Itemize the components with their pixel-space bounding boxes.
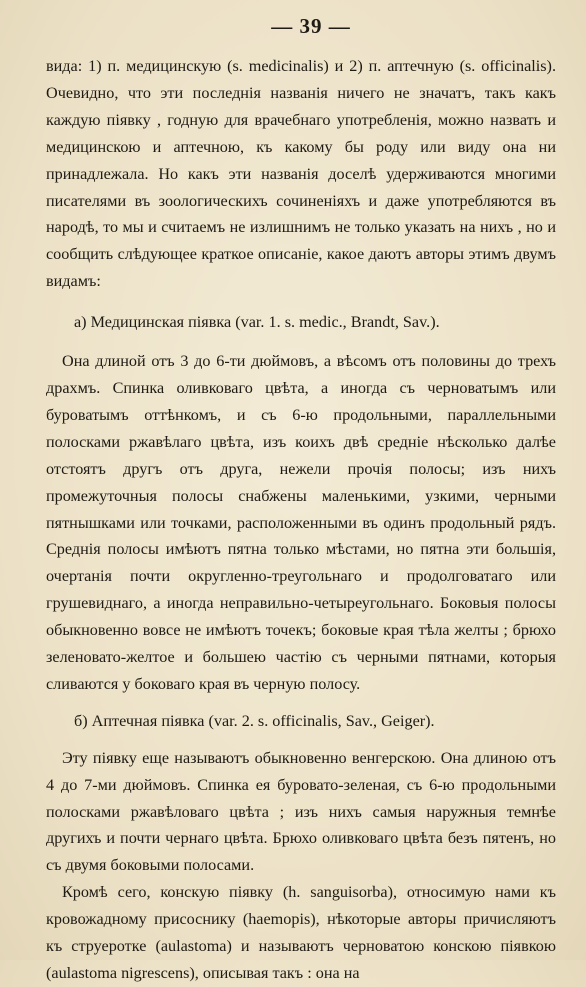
section-b-paragraph: Эту піявку еще называютъ обыкновенно венгерскою. Она длиною отъ 4 до 7-ми дюймовъ. Спинка ея буровато-зеленая, съ 6-ю продольными полосками ржавѣловаго цвѣта ; изъ нихъ самыя наружныя темнѣе другихъ и почти чернаго цвѣта. Брюхо оливковаго цвѣта безъ пятенъ, но съ двумя боковыми полосами. <box>46 748 556 875</box>
page-number: — 39 — <box>271 14 351 38</box>
section-a-paragraph: Она длиной отъ 3 до 6-ти дюймовъ, а вѣсомъ отъ половины до трехъ драхмъ. Спинка оливковаго цвѣта, а иногда съ черноватымъ или буроватымъ оттѣнкомъ, и съ 6-ю продольными, параллельными полосками ржавѣлаго цвѣта, изъ коихъ двѣ средніе нѣсколько далѣе отстоятъ другъ отъ друга, нежели прочія полосы; изъ нихъ промежуточныя полосы снабжены маленькими, узкими, черными пятнышками или точками, расположенными въ одинъ продольный рядъ. Среднія полосы имѣютъ пятна только мѣстами, но пятна эти большія, очертанія почти округленно-треугольнаго и продолговатаго или грушевиднаго, а иногда неправильно-четыреугольнаго. Боковыя полосы обыкновенно вовсе не имѣютъ точекъ; боковые края тѣла желты ; брюхо зеленовато-желтое и большею частію съ черными пятнами, которыя сливаются у боковаго края въ черную полосу. <box>46 352 556 693</box>
section-a-heading: а) Медицинская піявка (var. 1. s. medic., Brandt, Sav.). <box>74 313 440 332</box>
intro-paragraph: вида: 1) п. медицинскую (s. medicinalis) и 2) п. аптечную (s. officinalis). Очевидно, что эти последнія названія ничего не значатъ, такъ какъ каждую піявку , годную для врачебнаго употребленія, можно назвать и медицинскою и аптечною, къ какому бы роду или виду она ни принадлежала. Но какъ эти названія доселѣ удерживаются многими писателями въ зоологическихъ сочиненіяхъ и даже употребляются въ народѣ, то мы и считаемъ не излишнимъ не только указать на нихъ , но и сообщить слѣдующее краткое описаніе, какое даютъ авторы этимъ двумъ видамъ: <box>46 57 556 291</box>
section-b-heading: б) Аптечная піявка (var. 2. s. officinalis, Sav., Geiger). <box>74 711 435 730</box>
section-b-paragraph-2: Кромѣ сего, конскую піявку (h. sanguisorba), относимую нами къ кровожадному присоснику (haemopis), нѣкоторые авторы причисляютъ къ струеротке (aulastoma) и называютъ черноватою конскою піявкою (aulastoma nigrescens), описывая такъ : она на <box>46 883 556 982</box>
